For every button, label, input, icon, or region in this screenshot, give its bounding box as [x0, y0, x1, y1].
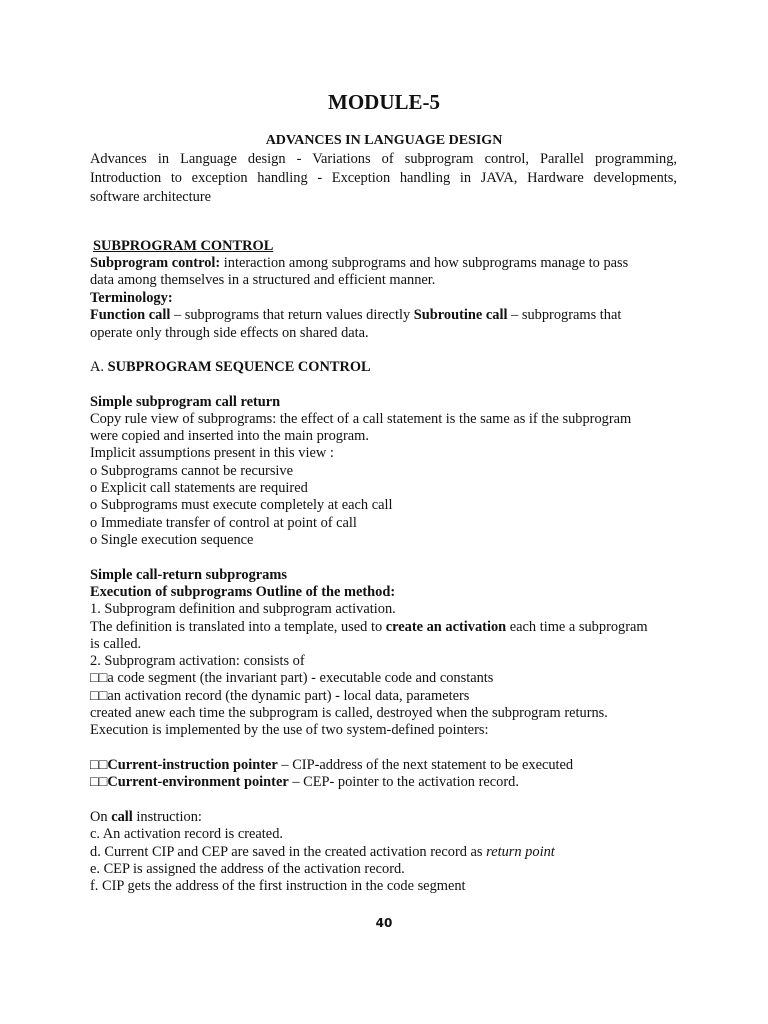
cip-line: □□Current-instruction pointer – CIP-address of the next statement to be executed — [90, 757, 574, 773]
intro-line-2: Introduction to exception handling - Exception handling in JAVA, Hardware developments, — [90, 170, 677, 186]
function-call-definition: Function call – subprograms that return values directly Subroutine call – subprograms that — [90, 307, 622, 323]
bullet-glyph-icon: □□ — [90, 774, 108, 790]
execution-pointers-line: Execution is implemented by the use of two system-defined pointers: — [90, 722, 489, 738]
assumptions-intro: Implicit assumptions present in this view : — [90, 445, 334, 461]
bullet-activation-record: □□an activation record (the dynamic part) - local data, parameters — [90, 688, 470, 704]
bullet-glyph-icon: □□ — [90, 670, 108, 686]
subprogram-control-definition-cont: data among themselves in a structured and efficient manner. — [90, 272, 436, 288]
copy-rule-line-1: Copy rule view of subprograms: the effect of a call statement is the same as if the subprogram — [90, 411, 632, 427]
page-number: 40 — [375, 916, 393, 930]
subprogram-control-definition: Subprogram control: interaction among subprograms and how subprograms manage to pass — [90, 255, 629, 271]
step-1: 1. Subprogram definition and subprogram activation. — [90, 601, 396, 617]
intro-line-1: Advances in Language design - Variations of subprogram control, Parallel programming, — [90, 151, 677, 167]
sequence-control-heading: A. SUBPROGRAM SEQUENCE CONTROL — [90, 359, 371, 375]
execution-outline-heading: Execution of subprograms Outline of the method: — [90, 584, 396, 600]
created-anew-line: created anew each time the subprogram is called, destroyed when the subprogram returns. — [90, 705, 608, 721]
assumption-item: o Immediate transfer of control at point of call — [90, 515, 357, 531]
assumption-item: o Single execution sequence — [90, 532, 254, 548]
subroutine-call-definition-cont: operate only through side effects on shared data. — [90, 325, 369, 341]
copy-rule-line-2: were copied and inserted into the main program. — [90, 428, 369, 444]
definition-template-cont: is called. — [90, 636, 142, 652]
intro-line-3: software architecture — [90, 189, 212, 205]
bullet-code-segment: □□a code segment (the invariant part) - executable code and constants — [90, 670, 494, 686]
bullet-glyph-icon: □□ — [90, 688, 108, 704]
on-call-heading: On call instruction: — [90, 809, 202, 825]
cep-line: □□Current-environment pointer – CEP- pointer to the activation record. — [90, 774, 519, 790]
assumption-item: o Explicit call statements are required — [90, 480, 308, 496]
module-title: MODULE-5 — [328, 90, 440, 114]
simple-call-return-heading: Simple subprogram call return — [90, 394, 281, 410]
step-2: 2. Subprogram activation: consists of — [90, 653, 305, 669]
terminology-label: Terminology: — [90, 290, 173, 306]
assumption-item: o Subprograms cannot be recursive — [90, 463, 294, 479]
bullet-glyph-icon: □□ — [90, 757, 108, 773]
on-call-item-c: c. An activation record is created. — [90, 826, 283, 842]
on-call-item-d: d. Current CIP and CEP are saved in the created activation record as return point — [90, 844, 555, 860]
definition-template-line: The definition is translated into a template, used to create an activation each time a subprogram — [90, 619, 648, 635]
call-return-subprograms-heading: Simple call-return subprograms — [90, 567, 287, 583]
on-call-item-f: f. CIP gets the address of the first instruction in the code segment — [90, 878, 466, 894]
subprogram-control-heading: SUBPROGRAM CONTROL — [93, 238, 274, 254]
on-call-item-e: e. CEP is assigned the address of the activation record. — [90, 861, 405, 877]
assumption-item: o Subprograms must execute completely at each call — [90, 497, 393, 513]
section-title: ADVANCES IN LANGUAGE DESIGN — [265, 133, 503, 148]
